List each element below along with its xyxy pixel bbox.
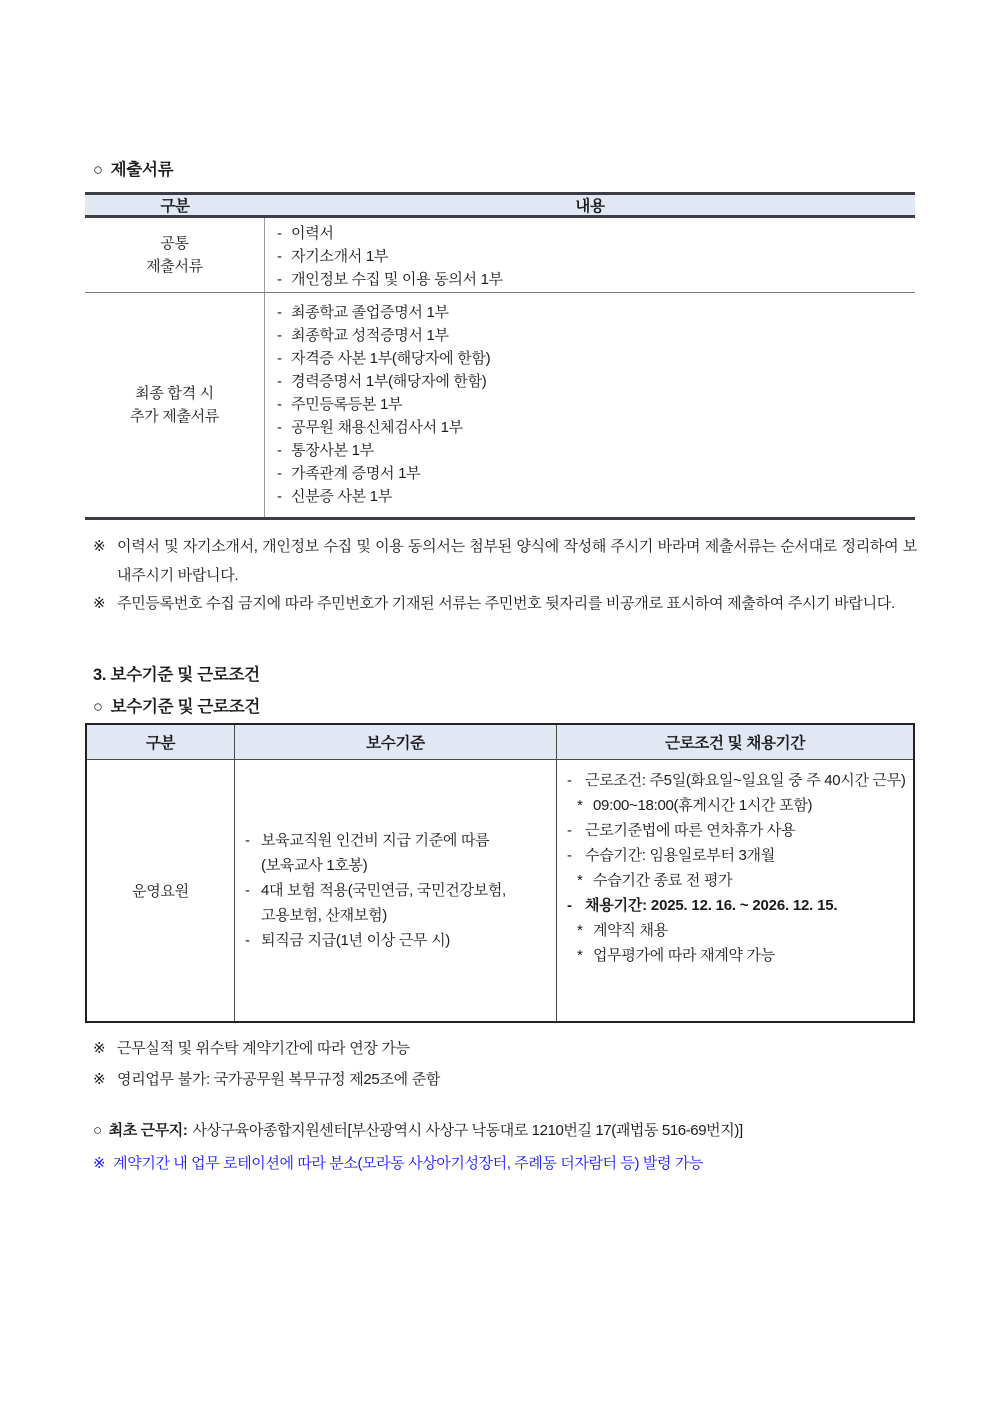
row-label-common [85,218,265,292]
column-header-conditions: 근로조건 및 채용기간 [664,735,806,752]
note-text: 근무실적 및 위수탁 계약기간에 따라 연장 가능 [117,1040,410,1057]
dash-marker: - [567,847,572,864]
row-items-final-pass [265,293,915,517]
column-header-pay-standard: 보수기준 [235,725,557,759]
reference-mark-icon: ※ [93,1155,106,1172]
section-heading-documents [93,156,173,180]
list-item-text: 자격증 사본 1부(해당자에 한함) [291,350,491,367]
star-marker: * [577,872,583,889]
reference-mark-icon: ※ [93,1071,106,1088]
list-item-text: 채용기간: 2025. 12. 16. ~ 2026. 12. 15. [585,897,838,914]
list-item-text: 주민등록등본 1부 [291,396,403,413]
dash-marker: - [245,832,250,849]
list-item-text: 근로조건: 주5일(화요일~일요일 중 주 40시간 근무) [585,772,906,789]
dash-marker: - [245,932,250,949]
star-marker: * [577,947,583,964]
working-conditions-cell [557,760,913,1021]
section-heading-pay-numbered-label: 3. 보수기준 및 근로조건 [93,666,260,684]
row-label-operation-staff: 운영요원 [87,760,235,1021]
dash-marker: - [277,350,282,367]
list-item-employment-period [565,893,909,918]
dash-marker: - [277,225,282,242]
note-line [93,533,917,590]
list-item-text: 가족관계 증명서 1부 [291,465,421,482]
rotation-note-line [93,1152,923,1173]
list-item-text: 수습기간: 임용일로부터 3개월 [585,847,775,864]
dash-marker: - [277,248,282,265]
rotation-note-text: 계약기간 내 업무 로테이션에 따라 분소(모라동 사상아기성장터, 주례동 더자람터 등) 발령 가능 [113,1155,703,1172]
list-item [243,878,550,928]
list-item [277,222,909,245]
list-item-text: 공무원 채용신체검사서 1부 [291,419,463,436]
list-item-text: 09:00~18:00(휴게시간 1시간 포함) [593,797,813,814]
star-marker: * [577,797,583,814]
list-item-text: 보육교직원 인건비 지급 기준에 따름 (보육교사 1호봉) [261,832,490,874]
list-item-text: 퇴직금 지급(1년 이상 근무 시) [261,932,450,949]
note-line [93,590,917,619]
list-item [277,245,909,268]
list-item [243,828,550,878]
workplace-label: 최초 근무지: [108,1122,188,1139]
list-item-text: 경력증명서 1부(해당자에 한함) [291,373,487,390]
circle-bullet-icon: ○ [93,1122,102,1139]
list-item-text: 업무평가에 따라 재계약 가능 [593,947,775,964]
list-item-text: 통장사본 1부 [291,442,374,459]
list-item-text: 계약직 채용 [593,922,668,939]
table-row-final-pass-documents [85,293,915,517]
list-item-text: 신분증 사본 1부 [291,488,392,505]
list-item-text: 4대 보험 적용(국민연금, 국민건강보험, 고용보험, 산재보험) [261,882,506,924]
note-line [93,1033,917,1064]
list-item-text: 근로기준법에 따른 연차휴가 사용 [585,822,796,839]
column-header-category: 구분 [160,198,190,215]
table-row-operation-staff [87,760,913,1021]
list-item-text: 이력서 [291,225,334,242]
dash-marker: - [277,373,282,390]
list-item-text: 개인정보 수집 및 이용 동의서 1부 [291,271,503,288]
list-item [277,347,909,370]
reference-mark-icon: ※ [93,1040,106,1057]
reference-mark-icon: ※ [93,595,106,612]
workplace-text: 사상구육아종합지원센터[부산광역시 사상구 낙동대로 1210번길 17(괘법동 516-69번지)] [192,1122,743,1139]
table-row-common-documents [85,218,915,293]
column-header-category: 구분 [87,725,235,759]
column-header-content: 내용 [575,198,605,215]
dash-marker: - [567,772,572,789]
row-label-line: 제출서류 [146,258,203,275]
table-header-row [85,192,915,218]
table-header-row [87,725,913,760]
row-label-line: 공통 [160,235,189,252]
row-label-line: 추가 제출서류 [129,408,219,425]
list-item-text: 수습기간 종료 전 평가 [593,872,733,889]
list-item [277,324,909,347]
pay-standard-cell [235,760,557,1021]
section-heading-pay-sub [93,693,260,717]
dash-marker: - [277,304,282,321]
list-item [565,943,909,968]
list-item [277,416,909,439]
list-item [565,793,909,818]
dash-marker: - [277,419,282,436]
submission-notes [93,533,917,619]
reference-mark-icon: ※ [93,538,106,555]
list-item [243,928,550,953]
initial-workplace-line [93,1119,923,1140]
list-item [277,393,909,416]
list-item [565,843,909,868]
note-text: 주민등록번호 수집 금지에 따라 주민번호가 기재된 서류는 주민번호 뒷자리를 비공개로 표시하여 제출하여 주시기 바랍니다. [117,595,895,612]
section-heading-documents-label: 제출서류 [110,161,174,179]
list-item-text: 자기소개서 1부 [291,248,389,265]
list-item [565,868,909,893]
section-heading-pay-numbered [93,661,260,685]
list-item-text: 최종학교 졸업증명서 1부 [291,304,449,321]
row-label-final-pass [85,293,265,517]
dash-marker: - [277,271,282,288]
dash-marker: - [277,327,282,344]
list-item [565,918,909,943]
list-item [277,370,909,393]
section-heading-pay-sub-label: 보수기준 및 근로조건 [110,698,260,716]
list-item [277,485,909,508]
circle-bullet-icon: ○ [93,161,103,179]
dash-marker: - [277,465,282,482]
pay-conditions-table [85,723,915,1023]
circle-bullet-icon: ○ [93,698,103,716]
pay-notes [93,1033,917,1095]
row-label-line: 최종 합격 시 [135,385,214,402]
list-item-text: 최종학교 성적증명서 1부 [291,327,449,344]
list-item [277,301,909,324]
submission-documents-table [85,192,915,520]
list-item [565,818,909,843]
star-marker: * [577,922,583,939]
list-item [277,268,909,291]
note-text: 이력서 및 자기소개서, 개인정보 수집 및 이용 동의서는 첨부된 양식에 작성해 주시기 바라며 제출서류는 순서대로 정리하여 보내주시기 바랍니다. [117,538,917,584]
dash-marker: - [567,897,572,914]
dash-marker: - [277,442,282,459]
dash-marker: - [245,882,250,899]
note-line [93,1064,917,1095]
dash-marker: - [277,488,282,505]
list-item [277,462,909,485]
list-item [277,439,909,462]
row-items-common [265,218,915,292]
list-item [565,768,909,793]
note-text: 영리업무 불가: 국가공무원 복무규정 제25조에 준함 [117,1071,441,1088]
dash-marker: - [277,396,282,413]
dash-marker: - [567,822,572,839]
